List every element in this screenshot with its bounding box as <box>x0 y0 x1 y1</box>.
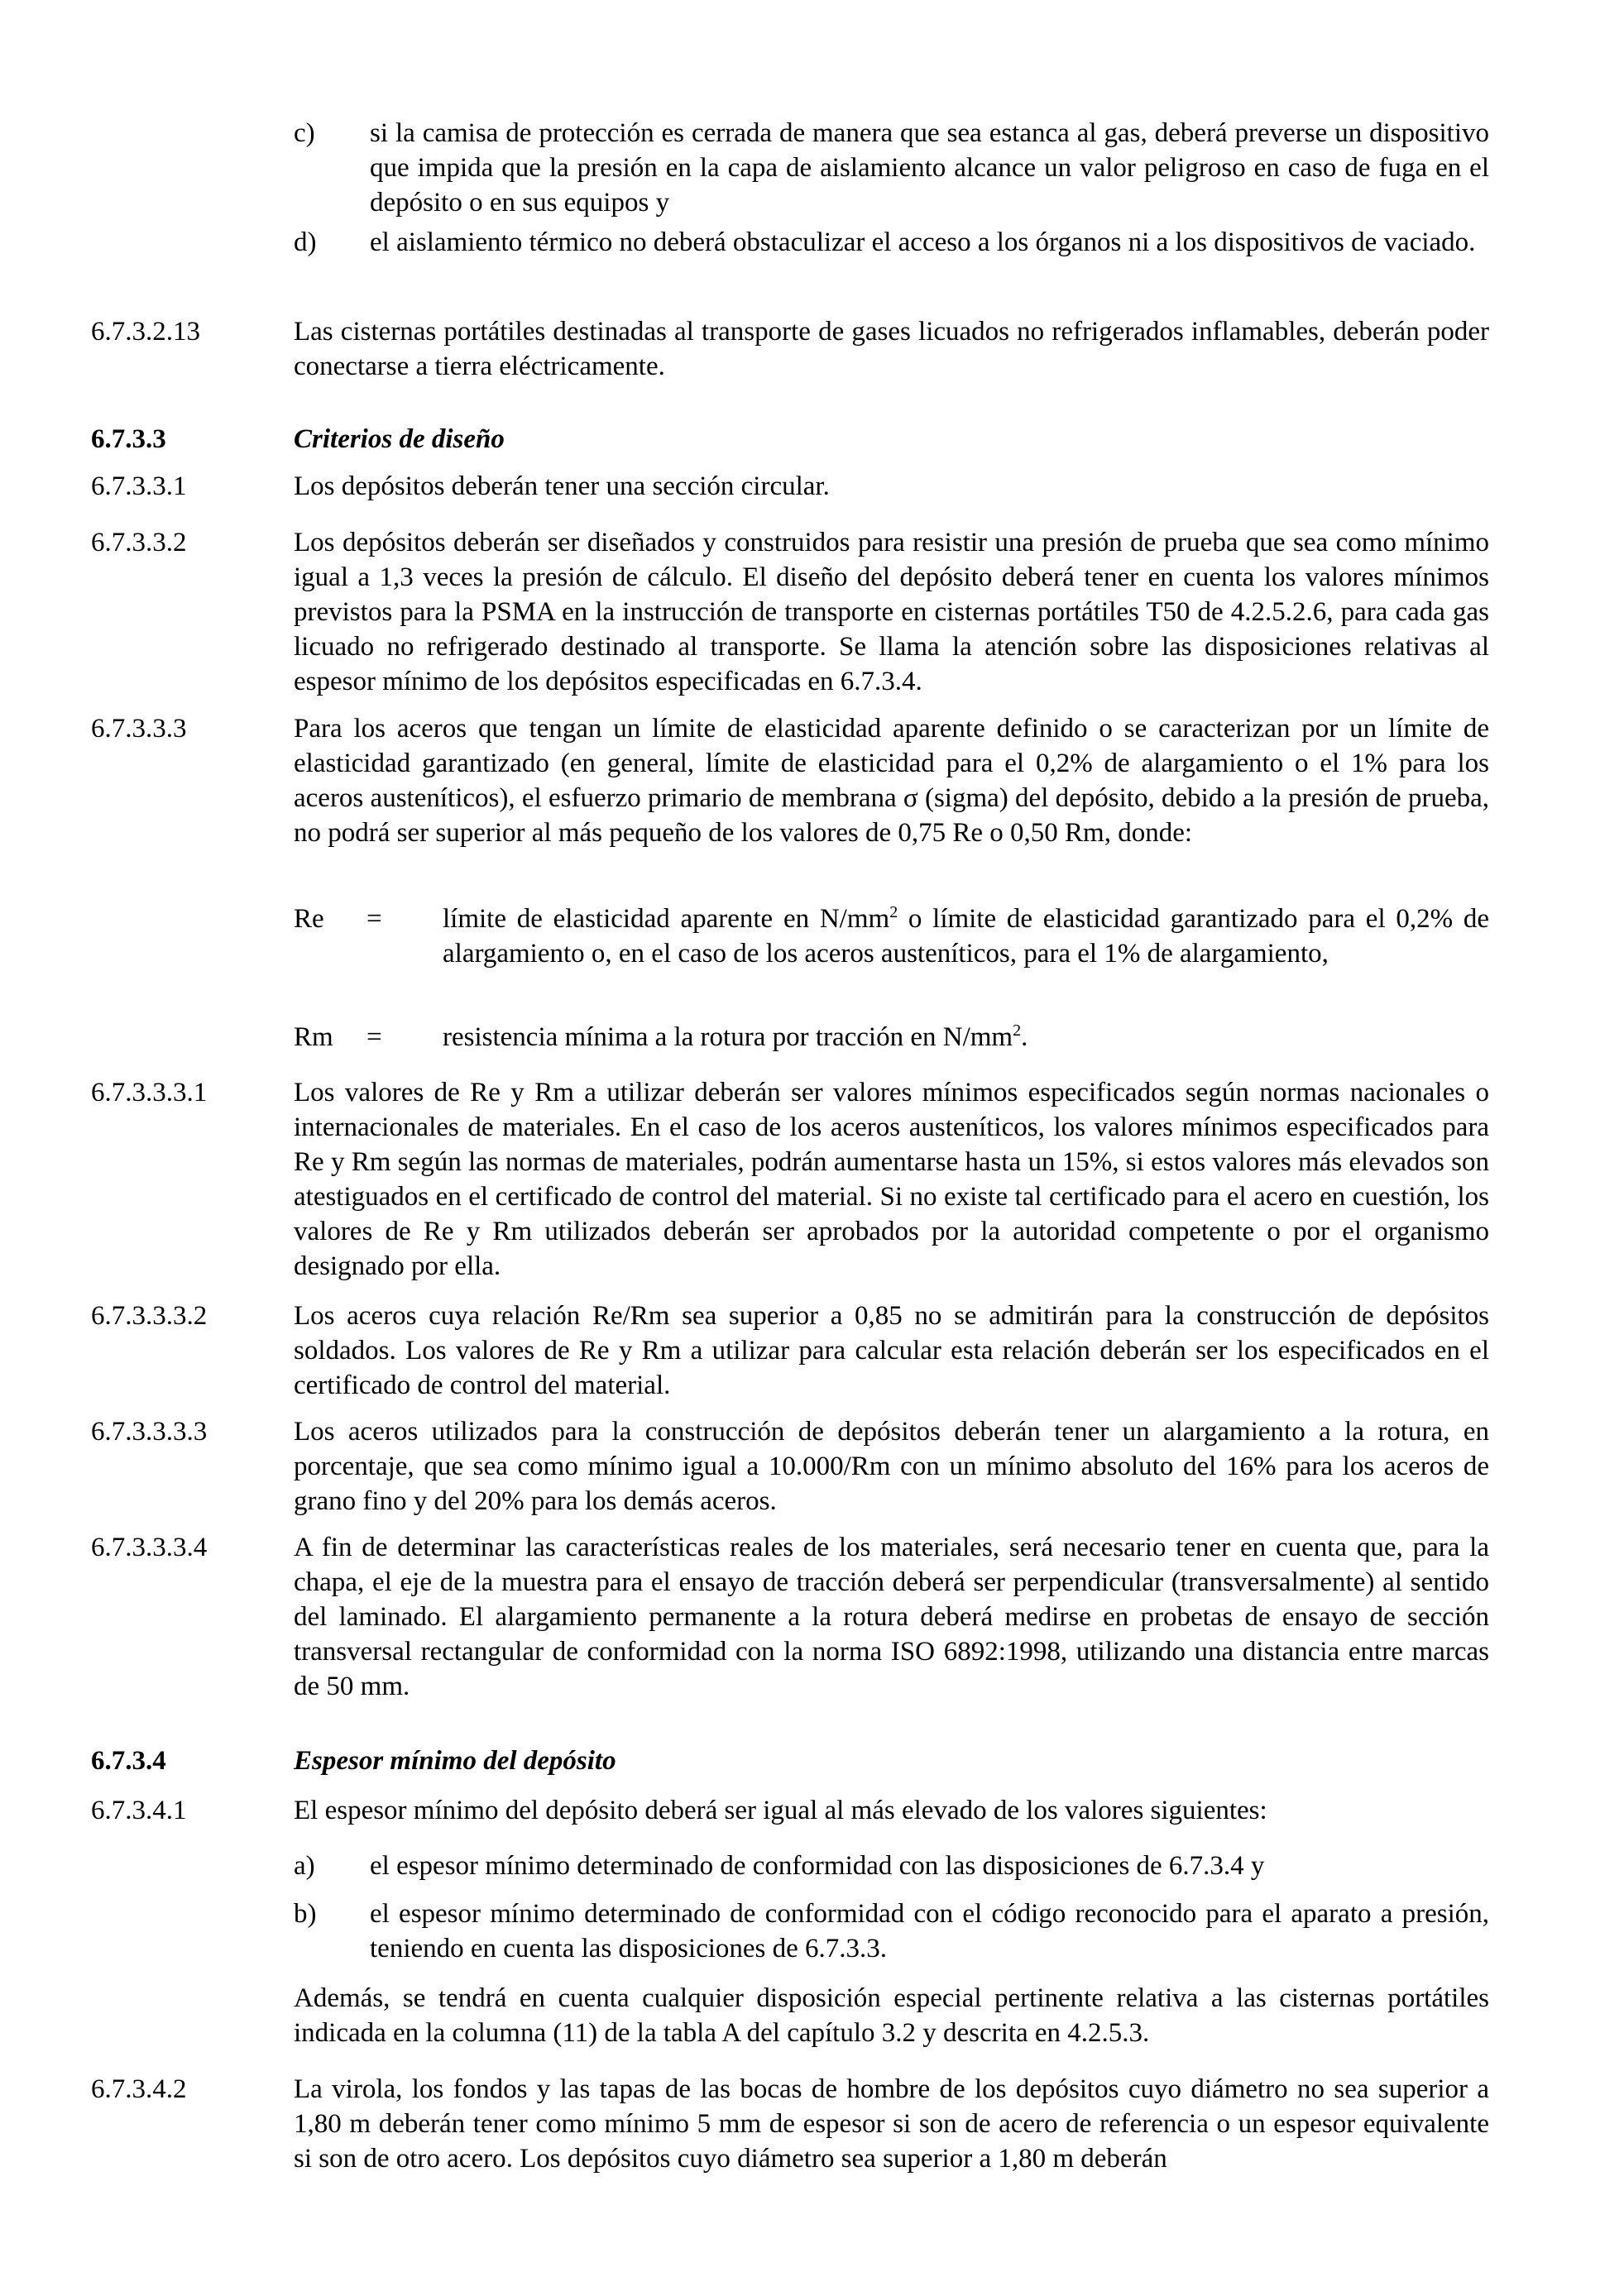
paragraph-6-7-3-4-2 <box>91 2072 1489 2179</box>
definition-equals: = <box>366 904 382 934</box>
section-number: 6.7.3.3 <box>91 424 166 454</box>
definition-text-part: límite de elasticidad aparente en N/mm <box>443 904 890 934</box>
definitions-list <box>91 902 1489 1067</box>
definition-text-part: . <box>1021 1022 1028 1052</box>
paragraph-number: 6.7.3.3.3 <box>91 714 187 744</box>
definition-symbol: Re <box>294 904 324 934</box>
paragraph-6-7-3-3-1 <box>91 469 1489 505</box>
paragraph-6-7-3-3-3-2 <box>91 1299 1489 1406</box>
section-number: 6.7.3.4 <box>91 1746 166 1776</box>
paragraph-number: 6.7.3.3.3.2 <box>91 1301 208 1331</box>
list-item-letter: a) <box>294 1851 315 1881</box>
paragraph-6-7-3-4-1 <box>91 1793 1489 1830</box>
paragraph-number: 6.7.3.3.1 <box>91 471 187 501</box>
paragraph-6-7-3-3-2 <box>91 525 1489 703</box>
paragraph-text: A fin de determinar las características reales de los materiales, será necesario tener en cuenta que, para la chapa, el eje de la muestra para el ensayo de tracción deberá ser perpendicular (transversalmente) al sentido del laminado. El alargamiento permanente a la rotura deberá medirse en probetas de ensayo de sección transversal rectangular de conformidad con la norma ISO 6892:1998, utilizando una distancia entre marcas de 50 mm. <box>294 1533 1489 1701</box>
section-title: Espesor mínimo del depósito <box>294 1746 616 1776</box>
definition-text <box>443 1020 1489 1055</box>
superscript: 2 <box>889 903 898 921</box>
paragraph-6-7-3-3-3-1 <box>91 1075 1489 1286</box>
paragraph-text: El espesor mínimo del depósito deberá ser igual al más elevado de los valores siguientes: <box>294 1796 1267 1825</box>
superscript: 2 <box>1013 1021 1022 1040</box>
paragraph-6-7-3-3-3-4 <box>91 1530 1489 1708</box>
paragraph-6-7-3-3-3-3 <box>91 1414 1489 1522</box>
paragraph-text: Los valores de Re y Rm a utilizar deberán ser valores mínimos especificados según normas nacionales o internacionales de materiales. En el caso de los aceros austeníticos, los valores mínimos especificados para Re y Rm según las normas de materiales, podrán aumentarse hasta un 15%, si estos valores más elevados son atestiguados en el certificado de control del material. Si no existe tal certificado para el acero en cuestión, los valores de Re y Rm utilizados deberán ser aprobados por la autoridad competente o por el organismo designado por ella. <box>294 1078 1489 1281</box>
definition-text <box>443 902 1489 971</box>
paragraph-text: Además, se tendrá en cuenta cualquier disposición especial pertinente relativa a las cisternas portátiles indicada en la columna (11) de la tabla A del capítulo 3.2 y descrita en 4.2.5.3. <box>294 1983 1489 2048</box>
paragraph-6-7-3-2-13 <box>91 314 1489 389</box>
section-heading-6-7-3-3 <box>91 422 1489 458</box>
paragraph-ademas <box>91 1981 1489 2055</box>
paragraph-number: 6.7.3.3.3.3 <box>91 1417 208 1447</box>
list-item-text: el espesor mínimo determinado de conformidad con el código reconocido para el aparato a presión, teniendo en cuenta las disposiciones de 6.7.3.3. <box>370 1899 1489 1964</box>
paragraph-6-7-3-3-3 <box>91 711 1489 889</box>
paragraph-number: 6.7.3.3.3.1 <box>91 1078 208 1107</box>
list-item-text: si la camisa de protección es cerrada de manera que sea estanca al gas, deberá preverse un dispositivo que impida que la presión en la capa de aislamiento alcance un valor peligroso en caso de fuga en el depósito o en sus equipos y <box>370 118 1489 218</box>
paragraph-text: Los aceros cuya relación Re/Rm sea superior a 0,85 no se admitirán para la construcción de depósitos soldados. Los valores de Re y Rm a utilizar para calcular esta relación deberán ser los especificados en el certificado de control del material. <box>294 1301 1489 1400</box>
list-items-6-7-3-4-1 <box>91 1849 1489 1964</box>
paragraph-text: Los aceros utilizados para la construcción de depósitos deberán tener un alargamiento a la rotura, en porcentaje, que sea como mínimo igual a 10.000/Rm con un mínimo absoluto del 16% para los aceros de grano fino y del 20% para los demás aceros. <box>294 1417 1489 1516</box>
list-item-letter: b) <box>294 1899 317 1929</box>
paragraph-text: Las cisternas portátiles destinadas al transporte de gases licuados no refrigerados inflamables, deberán poder conectarse a tierra eléctricamente. <box>294 317 1489 381</box>
definition-symbol: Rm <box>294 1022 333 1052</box>
paragraph-number: 6.7.3.3.3.4 <box>91 1533 208 1562</box>
definition-equals: = <box>366 1022 382 1052</box>
paragraph-text: Los depósitos deberán ser diseñados y construidos para resistir una presión de prueba que sea como mínimo igual a 1,3 veces la presión de cálculo. El diseño del depósito deberá tener en cuenta los valores mínimos previstos para la PSMA en la instrucción de transporte en cisternas portátiles T50 de 4.2.5.2.6, para cada gas licuado no refrigerado destinado al transporte. Se llama la atención sobre las disposiciones relativas al espesor mínimo de los depósitos especificadas en 6.7.3.4. <box>294 528 1489 696</box>
paragraph-number: 6.7.3.2.13 <box>91 317 200 347</box>
list-item-letter: d) <box>294 227 317 257</box>
paragraph-number: 6.7.3.3.2 <box>91 528 187 557</box>
section-heading-6-7-3-4 <box>91 1744 1489 1780</box>
paragraph-text: La virola, los fondos y las tapas de las bocas de hombre de los depósitos cuyo diámetro no sea superior a 1,80 m deberán tener como mínimo 5 mm de espesor si son de acero de referencia o un espesor equivalente si son de otro acero. Los depósitos cuyo diámetro sea superior a 1,80 m deberán <box>294 2074 1489 2174</box>
list-item-letter: c) <box>294 118 315 148</box>
list-item-text: el espesor mínimo determinado de conformidad con las disposiciones de 6.7.3.4 y <box>370 1851 1265 1881</box>
paragraph-number: 6.7.3.4.1 <box>91 1796 187 1825</box>
paragraph-number: 6.7.3.4.2 <box>91 2074 187 2104</box>
definition-text-part: o límite de elasticidad garantizado para el 0,2% de alargamiento o, en el caso de los aceros austeníticos, para el 1% de alargamiento, <box>443 904 1489 969</box>
paragraph-text: Los depósitos deberán tener una sección circular. <box>294 471 830 501</box>
section-title: Criterios de diseño <box>294 424 505 454</box>
list-items-top <box>91 116 1489 298</box>
list-item-text: el aislamiento térmico no deberá obstaculizar el acceso a los órganos ni a los dispositivos de vaciado. <box>370 227 1476 257</box>
definition-text-part: resistencia mínima a la rotura por tracción en N/mm <box>443 1022 1013 1052</box>
paragraph-text: Para los aceros que tengan un límite de elasticidad aparente definido o se caracterizan por un límite de elasticidad garantizado (en general, límite de elasticidad para el 0,2% de alargamiento o el 1% para los aceros austeníticos), el esfuerzo primario de membrana σ (sigma) del depósito, debido a la presión de prueba, no podrá ser superior al más pequeño de los valores de 0,75 Re o 0,50 Rm, donde: <box>294 714 1489 848</box>
